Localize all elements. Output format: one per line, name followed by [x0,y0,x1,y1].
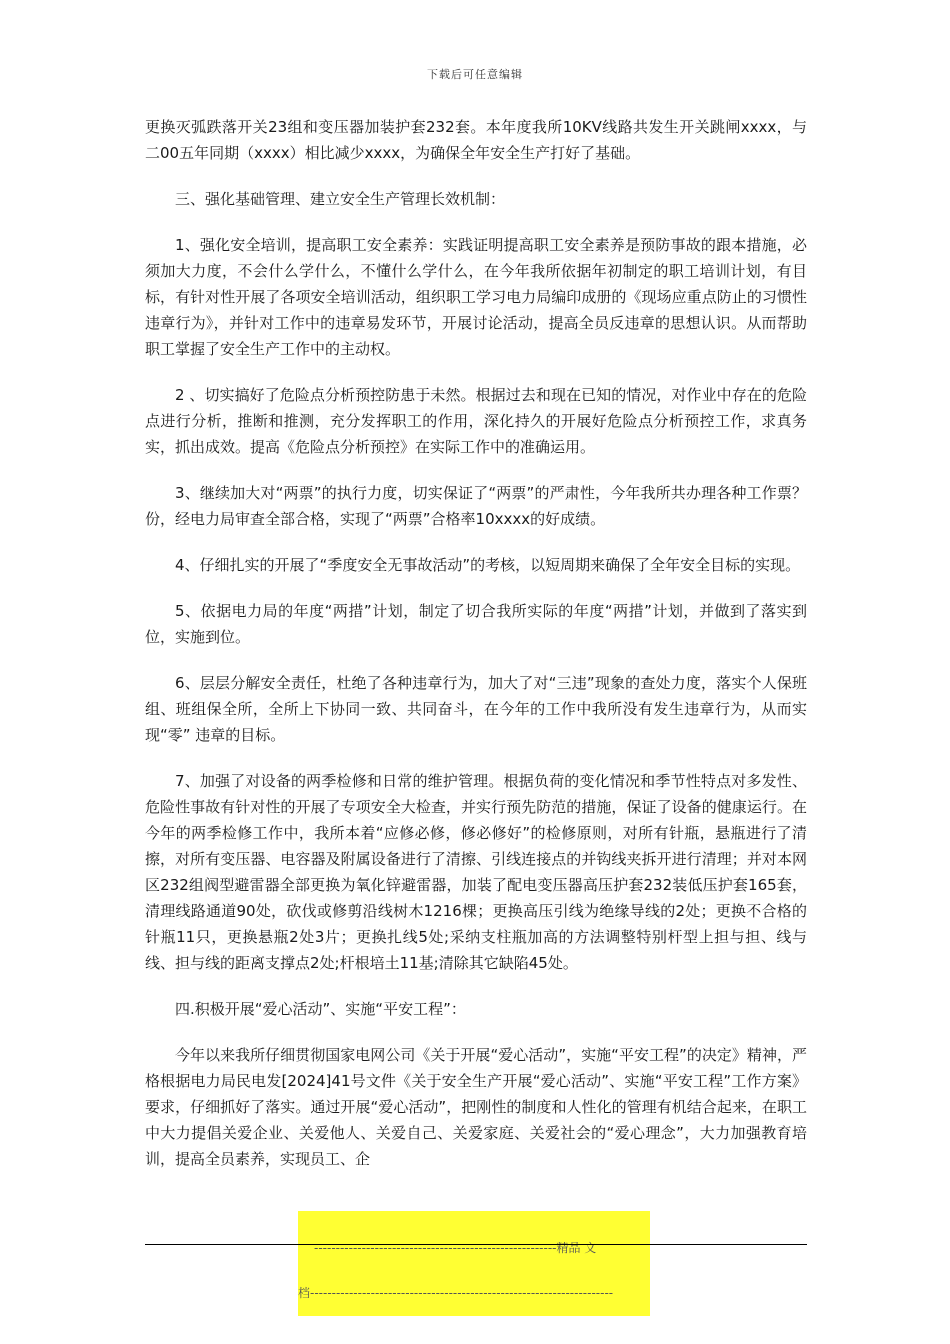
paragraph: 5、依据电力局的年度“两措”计划，制定了切合我所实际的年度“两措”计划，并做到了落实到位，实施到位。 [145,602,807,646]
page-header: 下载后可任意编辑 [427,68,523,81]
footer-divider [145,1244,807,1245]
footer-banner-line: --------------------------------------------------------精品 文 [314,1241,597,1255]
paragraph: 1、强化安全培训，提高职工安全素养：实践证明提高职工安全素养是预防事故的跟本措施，必须加大力度，不会什么学什么，不懂什么学什么，在今年我所依据年初制定的职工培训计划，有目标，有针对性开展了各项安全培训活动，组织职工学习电力局编印成册的《现场应重点防止的习惯性违章行为》，并针对工作中的违章易发环节，开展讨论活动，提高全员反违章的思想认识。从而帮助职工掌握了安全生产工作中的主动权。 [145,236,807,358]
paragraph: 2 、切实搞好了危险点分析预控防患于未然。根据过去和现在已知的情况，对作业中存在的危险点进行分析，推断和推测，充分发挥职工的作用，深化持久的开展好危险点分析预控工作，求真务实，抓出成效。提高《危险点分析预控》在实际工作中的准确运用。 [145,386,807,456]
section-heading: 四.积极开展“爱心活动”、实施“平安工程”： [175,1000,466,1018]
footer-banner-line: 档---------------------------------------------------------------------- [298,1286,614,1300]
paragraph: 6、层层分解安全责任，杜绝了各种违章行为，加大了对“三违”现象的查处力度，落实个人保班组、班组保全所，全所上下协同一致、共同奋斗，在今年的工作中我所没有发生违章行为，从而实现“零” 违章的目标。 [145,674,807,744]
document-body [145,114,807,1192]
paragraph: 今年以来我所仔细贯彻国家电网公司《关于开展“爱心活动”，实施“平安工程”的决定》精神，严格根据电力局民电发[2024]41号文件《关于安全生产开展“爱心活动”、实施“平安工程”工作方案》要求，仔细抓好了落实。通过开展“爱心活动”，把刚性的制度和人性化的管理有机结合起来，在职工中大力提倡关爱企业、关爱他人、关爱自己、关爱家庭、关爱社会的“爱心理念”，大力加强教育培训，提高全员素养，实现员工、企 [145,1046,807,1168]
paragraph: 更换灭弧跌落开关23组和变压器加装护套232套。本年度我所10KV线路共发生开关跳闸xxxx，与二00五年同期（xxxx）相比减少xxxx，为确保全年安全生产打好了基础。 [145,118,807,162]
footer-banner [298,1211,650,1316]
section-heading: 三、强化基础管理、建立安全生产管理长效机制： [175,190,506,208]
paragraph: 7、加强了对设备的两季检修和日常的维护管理。根据负荷的变化情况和季节性特点对多发性、危险性事故有针对性的开展了专项安全大检查，并实行预先防范的措施，保证了设备的健康运行。在今年的两季检修工作中，我所本着“应修必修，修必修好”的检修原则，对所有针瓶，悬瓶进行了清擦，对所有变压器、电容器及附属设备进行了清擦、引线连接点的并钩线夹拆开进行清理；并对本网区232组阀型避雷器全部更换为氧化锌避雷器，加装了配电变压器高压护套232装低压护套165套，清理线路通道90处，砍伐或修剪沿线树木1216棵；更换高压引线为绝缘导线的2处；更换不合格的针瓶11只，更换悬瓶2处3片；更换扎线5处;采纳支柱瓶加高的方法调整特别杆型上担与担、线与线、担与线的距离支撑点2处;杆根培土11基;清除其它缺陷45处。 [145,772,807,972]
paragraph: 3、继续加大对“两票”的执行力度，切实保证了“两票”的严肃性，今年我所共办理各种工作票？份，经电力局审查全部合格，实现了“两票”合格率10xxxx的好成绩。 [145,484,807,528]
paragraph: 4、仔细扎实的开展了“季度安全无事故活动”的考核，以短周期来确保了全年安全目标的实现。 [175,556,801,574]
